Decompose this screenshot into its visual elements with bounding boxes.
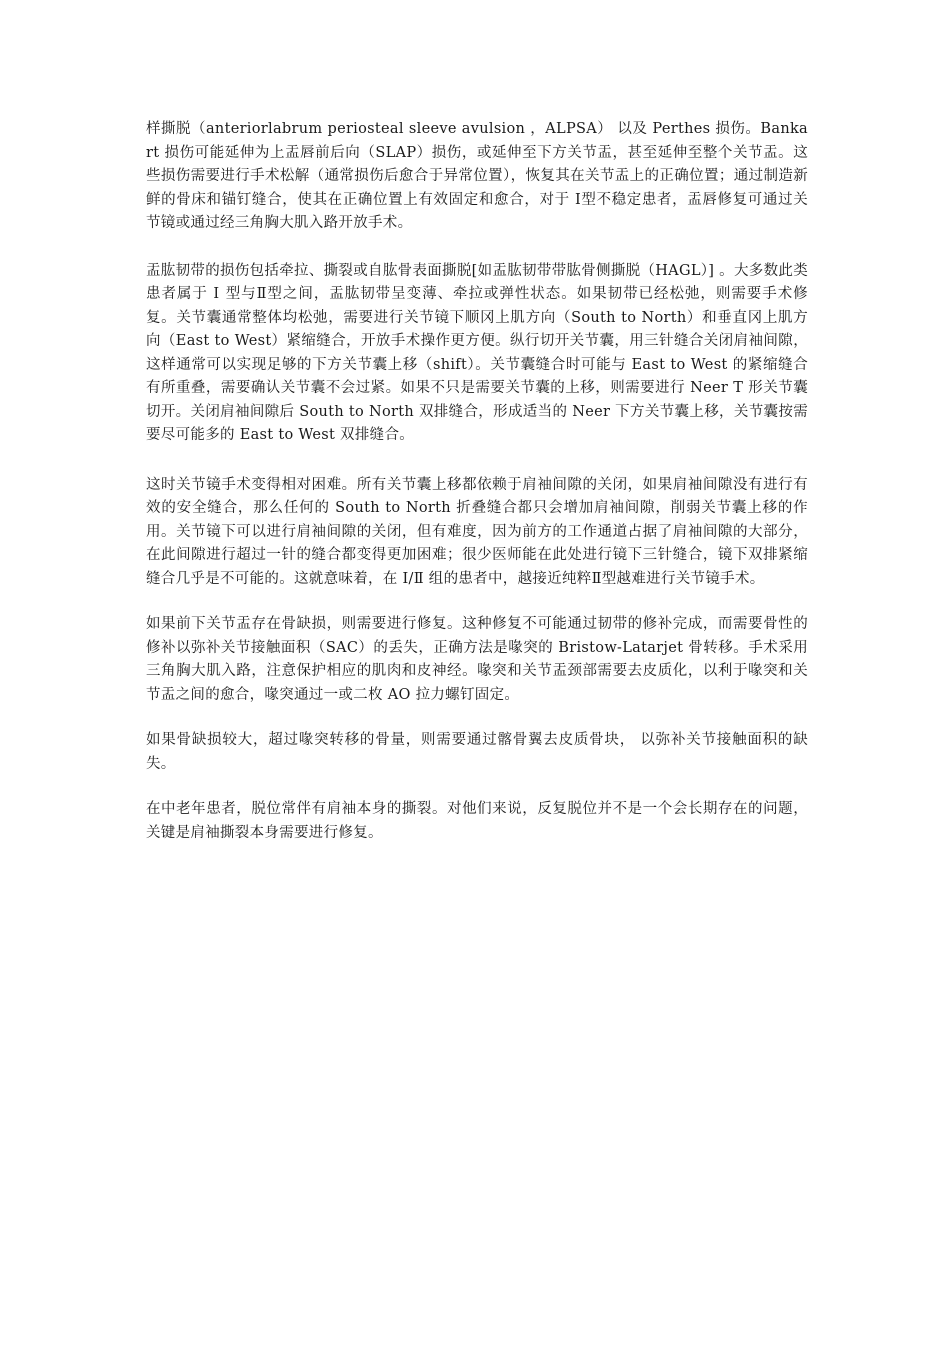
paragraph-iliac-bone-graft: 如果骨缺损较大，超过喙突转移的骨量，则需要通过髂骨翼去皮质骨块， 以弥补关节接触面积的缺失。 <box>146 732 808 772</box>
paragraph-rotator-cuff-tear: 在中老年患者，脱位常伴有肩袖本身的撕裂。对他们来说，反复脱位并不是一个会长期存在的问题，关键是肩袖撕裂本身需要进行修复。 <box>146 801 808 841</box>
paragraph-bone-defect-repair: 如果前下关节盂存在骨缺损，则需要进行修复。这种修复不可能通过韧带的修补完成，而需要骨性的修补以弥补关节接触面积（SAC）的丢失，正确方法是喙突的 Bristow-Latarjet 骨转移。手术采用三角胸大肌入路，注意保护相应的肌肉和皮神经。喙突和关节盂颈部需要去皮质化，以利于喙突和关节盂之间的愈合，喙突通过一或二枚 AO 拉力螺钉固定。 <box>146 616 808 703</box>
document-body <box>146 118 808 867</box>
paragraph-arthroscopy-difficulty: 这时关节镜手术变得相对困难。所有关节囊上移都依赖于肩袖间隙的关闭，如果肩袖间隙没有进行有效的安全缝合，那么任何的 South to North 折叠缝合都只会增加肩袖间隙，削弱关节囊上移的作用。关节镜下可以进行肩袖间隙的关闭，但有难度，因为前方的工作通道占据了肩袖间隙的大部分，在此间隙进行超过一针的缝合都变得更加困难；很少医师能在此处进行镜下三针缝合，镜下双排紧缩缝合几乎是不可能的。这就意味着，在 Ⅰ/Ⅱ 组的患者中，越接近纯粹Ⅱ型越难进行关节镜手术。 <box>146 476 808 587</box>
paragraph-alpsa-bankart: 样撕脱（anteriorlabrum periosteal sleeve avulsion ，ALPSA） 以及 Perthes 损伤。Bankart 损伤可能延伸为上盂唇前后向（SLAP）损伤，或延伸至下方关节盂，甚至延伸至整个关节盂。这些损伤需要进行手术松解（通常损伤后愈合于异常位置），恢复其在关节盂上的正确位置；通过制造新鲜的骨床和锚钉缝合，使其在正确位置上有效固定和愈合，对于 Ⅰ型不稳定患者，盂唇修复可通过关节镜或通过经三角胸大肌入路开放手术。 <box>146 121 808 231</box>
paragraph-glenohumeral-ligament: 盂肱韧带的损伤包括牵拉、撕裂或自肱骨表面撕脱[如盂肱韧带带肱骨侧撕脱（HAGL）] 。大多数此类患者属于 Ⅰ 型与Ⅱ型之间，盂肱韧带呈变薄、牵拉或弹性状态。如果韧带已经松弛，则需要手术修复。关节囊通常整体均松弛，需要进行关节镜下顺冈上肌方向（South to North）和垂直冈上肌方向（East to West）紧缩缝合，开放手术操作更方便。纵行切开关节囊，用三针缝合关闭肩袖间隙，这样通常可以实现足够的下方关节囊上移（shift）。关节囊缝合时可能与 East to West 的紧缩缝合有所重叠，需要确认关节囊不会过紧。如果不只是需要关节囊的上移，则需要进行 Neer T 形关节囊切开。关闭肩袖间隙后 South to North 双排缝合，形成适当的 Neer 下方关节囊上移，关节囊按需要尽可能多的 East to West 双排缝合。 <box>146 262 808 443</box>
